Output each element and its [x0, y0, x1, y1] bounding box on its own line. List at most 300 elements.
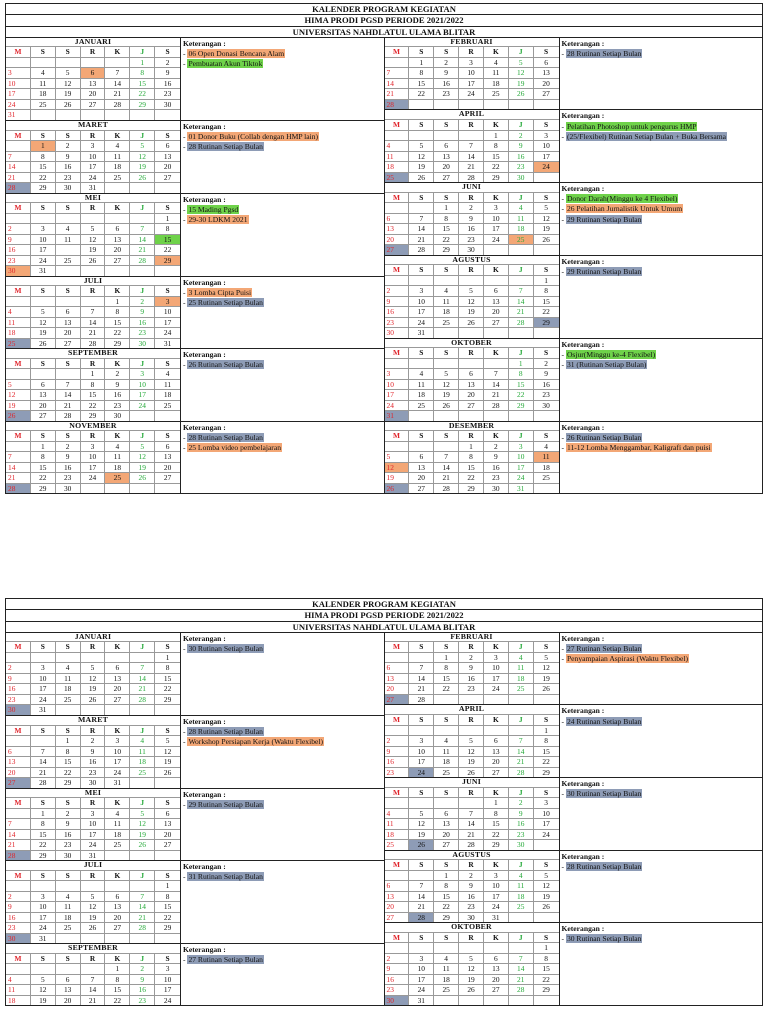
day-cell: 28: [484, 400, 509, 411]
day-cell: [6, 880, 31, 891]
day-cell: 1: [509, 358, 534, 369]
day-cell: 13: [56, 317, 81, 328]
day-cell: [56, 109, 81, 120]
day-cell: 28: [409, 912, 434, 923]
day-cell: 17: [130, 389, 155, 400]
day-cell: 9: [105, 379, 130, 390]
day-cell: 17: [409, 306, 434, 317]
day-cell: 3: [155, 296, 180, 307]
day-cell: [105, 182, 130, 193]
month-calendar: [6, 349, 181, 421]
week-row: [385, 151, 559, 162]
day-cell: 5: [534, 202, 559, 213]
week-row: [385, 296, 559, 307]
day-cell: 7: [509, 953, 534, 964]
day-cell: 30: [509, 839, 534, 850]
weekday-header: S: [434, 264, 459, 275]
weekday-header: S: [155, 870, 180, 881]
day-cell: 24: [509, 472, 534, 483]
day-cell: 4: [434, 953, 459, 964]
day-cell: 12: [459, 296, 484, 307]
day-cell: 20: [56, 327, 81, 338]
day-cell: 3: [31, 891, 56, 902]
day-cell: 20: [484, 756, 509, 767]
week-row: [385, 451, 559, 462]
week-row: [385, 995, 559, 1006]
week-row: [385, 808, 559, 819]
day-cell: 11: [56, 234, 81, 245]
day-cell: 20: [534, 78, 559, 89]
month-calendar: [385, 422, 560, 494]
weekday-header: R: [81, 358, 106, 369]
day-cell: 21: [6, 172, 31, 183]
notes-label: Keterangan :: [183, 422, 226, 432]
week-row: [385, 735, 559, 746]
weekday-header: J: [509, 264, 534, 275]
day-cell: 30: [56, 483, 81, 494]
note-text: 11-12 Lomba Menggambar, Kaligrafi dan puisi: [566, 443, 711, 453]
day-cell: [434, 130, 459, 141]
notes-label: Keterangan :: [183, 38, 226, 48]
day-cell: [534, 172, 559, 183]
months-column-left: [6, 38, 385, 495]
month-name: JANUARI: [74, 631, 112, 641]
day-cell: 20: [155, 161, 180, 172]
day-cell: 16: [509, 818, 534, 829]
day-cell: 29: [434, 244, 459, 255]
day-cell: 28: [434, 483, 459, 494]
day-cell: 30: [56, 850, 81, 861]
weekday-header: S: [434, 192, 459, 203]
month-calendar: [385, 339, 560, 421]
day-cell: 1: [81, 368, 106, 379]
week-row: [385, 953, 559, 964]
day-cell: 26: [459, 984, 484, 995]
weekday-header: K: [484, 859, 509, 870]
week-row: [385, 673, 559, 684]
day-cell: 12: [409, 818, 434, 829]
day-cell: 30: [509, 172, 534, 183]
day-cell: 26: [534, 683, 559, 694]
notes-label: Keterangan :: [561, 779, 605, 789]
month-calendar: [6, 633, 181, 715]
notes-label: Keterangan :: [183, 277, 226, 287]
day-cell: 18: [385, 161, 410, 172]
day-cell: 12: [31, 984, 56, 995]
day-cell: 1: [31, 441, 56, 452]
day-cell: 15: [534, 746, 559, 757]
day-cell: 5: [81, 662, 106, 673]
weekday-header: R: [459, 46, 484, 57]
months-grid: [5, 633, 763, 1006]
day-cell: 11: [56, 673, 81, 684]
day-cell: 10: [534, 140, 559, 151]
weekday-header: K: [105, 358, 130, 369]
day-cell: 18: [130, 756, 155, 767]
day-cell: 29: [31, 483, 56, 494]
day-cell: 12: [6, 389, 31, 400]
month-calendar: [385, 38, 560, 110]
month-calendar: [6, 194, 181, 276]
day-cell: 20: [81, 88, 106, 99]
weekday-header: S: [56, 953, 81, 964]
day-cell: 21: [130, 244, 155, 255]
day-cell: 9: [385, 746, 410, 757]
day-cell: [534, 99, 559, 110]
day-cell: 8: [31, 451, 56, 462]
day-cell: 5: [130, 441, 155, 452]
day-cell: 21: [56, 400, 81, 411]
day-cell: [56, 368, 81, 379]
day-cell: 14: [31, 756, 56, 767]
day-cell: 21: [81, 327, 106, 338]
week-row: [6, 808, 180, 819]
weekday-header: J: [130, 953, 155, 964]
day-cell: 8: [155, 662, 180, 673]
day-cell: [509, 912, 534, 923]
day-cell: 29: [534, 984, 559, 995]
month-name: DESEMBER: [448, 420, 495, 430]
day-cell: 17: [459, 78, 484, 89]
weekday-header: S: [155, 725, 180, 736]
day-cell: 17: [105, 756, 130, 767]
weekday-header-row: [385, 264, 559, 275]
weekday-header: R: [459, 714, 484, 725]
day-cell: 13: [105, 234, 130, 245]
weekday-header: J: [130, 358, 155, 369]
day-cell: 3: [409, 953, 434, 964]
weekday-header: R: [459, 264, 484, 275]
note-item: - 28 Rutinan Setiap Bulan: [561, 861, 642, 871]
day-cell: 22: [434, 234, 459, 245]
month-calendar: [385, 851, 560, 923]
day-cell: [6, 808, 31, 819]
day-cell: 4: [105, 808, 130, 819]
day-cell: [534, 912, 559, 923]
day-cell: 4: [434, 735, 459, 746]
day-cell: 10: [155, 306, 180, 317]
day-cell: 12: [130, 151, 155, 162]
day-cell: 28: [130, 694, 155, 705]
day-cell: 14: [105, 78, 130, 89]
weekday-header: K: [484, 192, 509, 203]
day-cell: 23: [385, 767, 410, 778]
week-row: [6, 880, 180, 891]
day-cell: 7: [409, 662, 434, 673]
week-row: [6, 735, 180, 746]
day-cell: 4: [130, 735, 155, 746]
weekday-header: S: [409, 859, 434, 870]
notes-label: Keterangan :: [561, 256, 605, 266]
weekday-header: M: [385, 430, 410, 441]
weekday-header: M: [385, 347, 410, 358]
day-cell: 26: [31, 338, 56, 349]
weekday-header: R: [81, 46, 106, 57]
weekday-header: S: [434, 932, 459, 943]
day-cell: [434, 358, 459, 369]
day-cell: 1: [459, 441, 484, 452]
day-cell: [385, 870, 410, 881]
day-cell: 10: [81, 451, 106, 462]
weekday-header: S: [434, 347, 459, 358]
weekday-header: J: [509, 714, 534, 725]
weekday-header: M: [385, 932, 410, 943]
day-cell: 28: [130, 922, 155, 933]
month-block-mei: [6, 194, 384, 277]
weekday-header: S: [434, 641, 459, 652]
day-cell: 18: [105, 161, 130, 172]
note-item: - Osjur(Minggu ke-4 Flexibel): [561, 349, 656, 359]
weekday-header-row: [6, 358, 180, 369]
day-cell: [409, 942, 434, 953]
week-row: [6, 223, 180, 234]
weekday-header: S: [56, 870, 81, 881]
day-cell: 25: [105, 472, 130, 483]
day-cell: 30: [6, 704, 31, 715]
months-column-right: [385, 38, 764, 495]
day-cell: 17: [385, 389, 410, 400]
day-cell: [409, 202, 434, 213]
day-cell: 15: [434, 223, 459, 234]
note-text: 25 Rutinan Setiap Bulan: [188, 298, 263, 308]
day-cell: 22: [484, 161, 509, 172]
day-cell: [534, 694, 559, 705]
note-text: 31 (Rutinan Setiap Bulan): [566, 360, 647, 370]
day-cell: 12: [81, 901, 106, 912]
day-cell: 28: [459, 172, 484, 183]
note-text: 29 Rutinan Setiap Bulan: [566, 214, 642, 224]
day-cell: 26: [534, 901, 559, 912]
day-cell: 20: [459, 389, 484, 400]
day-cell: 26: [534, 234, 559, 245]
day-cell: 4: [56, 223, 81, 234]
day-cell: 10: [105, 746, 130, 757]
notes-label: Keterangan :: [183, 194, 226, 204]
day-cell: 6: [155, 808, 180, 819]
day-cell: 2: [459, 870, 484, 881]
day-cell: 19: [130, 462, 155, 473]
day-cell: [31, 880, 56, 891]
day-cell: 1: [56, 735, 81, 746]
weekday-header: K: [105, 285, 130, 296]
day-cell: 5: [459, 735, 484, 746]
day-cell: 12: [81, 234, 106, 245]
day-cell: [459, 694, 484, 705]
month-notes: [181, 422, 384, 494]
day-cell: 22: [56, 767, 81, 778]
day-cell: 13: [459, 379, 484, 390]
weekday-header: K: [105, 430, 130, 441]
day-cell: 5: [130, 808, 155, 819]
day-cell: 19: [459, 756, 484, 767]
day-cell: 18: [56, 912, 81, 923]
day-cell: 20: [484, 306, 509, 317]
weekday-header: J: [509, 641, 534, 652]
month-block-september: [6, 944, 384, 1006]
month-notes: [560, 183, 763, 255]
month-notes: [181, 944, 384, 1005]
day-cell: 17: [484, 891, 509, 902]
day-cell: 25: [130, 767, 155, 778]
day-cell: 24: [31, 694, 56, 705]
day-cell: 6: [56, 974, 81, 985]
day-cell: [56, 265, 81, 276]
day-cell: 11: [509, 213, 534, 224]
day-cell: 3: [130, 368, 155, 379]
week-row: [6, 901, 180, 912]
day-cell: 17: [484, 673, 509, 684]
day-cell: 19: [130, 829, 155, 840]
weekday-header: R: [459, 347, 484, 358]
month-name: JUNI: [462, 182, 481, 192]
day-cell: 20: [155, 829, 180, 840]
month-name: JULI: [83, 860, 103, 870]
weekday-header: M: [385, 119, 410, 130]
month-calendar: [6, 277, 181, 349]
day-cell: 7: [6, 151, 31, 162]
day-cell: 29: [534, 767, 559, 778]
day-cell: [484, 694, 509, 705]
note-item: - 29 Rutinan Setiap Bulan: [183, 799, 263, 809]
weekday-header: J: [509, 119, 534, 130]
day-cell: 27: [105, 922, 130, 933]
day-cell: 31: [31, 933, 56, 944]
day-cell: 14: [81, 317, 106, 328]
day-cell: 14: [130, 901, 155, 912]
day-cell: 25: [434, 317, 459, 328]
day-cell: 8: [105, 306, 130, 317]
month-name: MARET: [77, 119, 109, 129]
week-row: [6, 912, 180, 923]
day-cell: [434, 942, 459, 953]
day-cell: 29: [155, 694, 180, 705]
week-row: [385, 57, 559, 68]
week-row: [385, 410, 559, 421]
month-block-november: [6, 422, 384, 495]
day-cell: 14: [509, 746, 534, 757]
weekday-header-row: [6, 641, 180, 652]
note-text: (25/Flexibel) Rutinan Setiap Bulan + Buka Bersama: [566, 131, 727, 141]
day-cell: [130, 109, 155, 120]
day-cell: 24: [81, 172, 106, 183]
weekday-header: J: [130, 202, 155, 213]
day-cell: [409, 358, 434, 369]
day-cell: 12: [31, 317, 56, 328]
day-cell: 30: [56, 182, 81, 193]
day-cell: 3: [409, 735, 434, 746]
day-cell: 16: [130, 317, 155, 328]
day-cell: 15: [105, 984, 130, 995]
day-cell: 19: [31, 327, 56, 338]
week-row: [6, 338, 180, 349]
sheet-title-line: KALENDER PROGRAM KEGIATAN: [5, 3, 763, 14]
day-cell: 2: [6, 223, 31, 234]
day-cell: 29: [155, 255, 180, 266]
notes-label: Keterangan :: [561, 633, 605, 643]
day-cell: 26: [81, 922, 106, 933]
day-cell: 8: [534, 953, 559, 964]
day-cell: 16: [385, 756, 410, 767]
weekday-header: S: [56, 358, 81, 369]
notes-label: Keterangan :: [183, 633, 226, 643]
day-cell: [434, 410, 459, 421]
weekday-header: J: [509, 932, 534, 943]
month-notes: [560, 38, 763, 110]
day-cell: [409, 797, 434, 808]
weekday-header: S: [155, 46, 180, 57]
day-cell: 25: [31, 99, 56, 110]
day-cell: 18: [105, 829, 130, 840]
day-cell: 4: [385, 808, 410, 819]
month-block-september: [6, 349, 384, 422]
note-text: Penyampaian Aspirasi (Waktu Flexibel): [566, 654, 689, 664]
week-row: [6, 829, 180, 840]
week-row: [385, 462, 559, 473]
weekday-header: S: [534, 192, 559, 203]
day-cell: 3: [155, 963, 180, 974]
day-cell: [56, 652, 81, 663]
day-cell: [385, 441, 410, 452]
day-cell: 17: [31, 683, 56, 694]
day-cell: 18: [534, 462, 559, 473]
weekday-header: S: [534, 714, 559, 725]
day-cell: 16: [155, 78, 180, 89]
month-name: MARET: [77, 714, 109, 724]
day-cell: 19: [534, 673, 559, 684]
week-row: [6, 389, 180, 400]
weekday-header: S: [56, 130, 81, 141]
day-cell: 28: [6, 182, 31, 193]
week-row: [6, 974, 180, 985]
weekday-header: J: [130, 797, 155, 808]
day-cell: 6: [385, 213, 410, 224]
day-cell: 5: [81, 223, 106, 234]
weekday-header: M: [6, 641, 31, 652]
day-cell: 12: [434, 379, 459, 390]
day-cell: 22: [459, 472, 484, 483]
note-item: - Pembuatan Akun Tiktok: [183, 59, 263, 69]
week-row: [385, 400, 559, 411]
note-item: - 29-30 LDKM 2021: [183, 214, 248, 224]
day-cell: 20: [56, 995, 81, 1006]
day-cell: 22: [105, 995, 130, 1006]
day-cell: 8: [534, 285, 559, 296]
sheet-title-line: KALENDER PROGRAM KEGIATAN: [5, 598, 763, 609]
day-cell: 10: [484, 880, 509, 891]
day-cell: 14: [385, 78, 410, 89]
day-cell: 10: [484, 213, 509, 224]
day-cell: 30: [534, 400, 559, 411]
day-cell: 28: [6, 850, 31, 861]
day-cell: 15: [56, 756, 81, 767]
day-cell: [385, 725, 410, 736]
day-cell: 22: [534, 974, 559, 985]
month-block-februari: [385, 38, 763, 111]
note-text: 3 Lomba Cipta Puisi: [188, 287, 252, 297]
day-cell: 2: [385, 735, 410, 746]
day-cell: 4: [434, 285, 459, 296]
day-cell: 11: [105, 818, 130, 829]
weekday-header: J: [130, 130, 155, 141]
day-cell: [105, 880, 130, 891]
weekday-header: M: [6, 797, 31, 808]
day-cell: 27: [155, 172, 180, 183]
day-cell: 30: [6, 933, 31, 944]
week-row: [385, 694, 559, 705]
weekday-header: R: [81, 130, 106, 141]
day-cell: 26: [130, 472, 155, 483]
note-item: - 25 Lomba video pembelajaran: [183, 443, 282, 453]
